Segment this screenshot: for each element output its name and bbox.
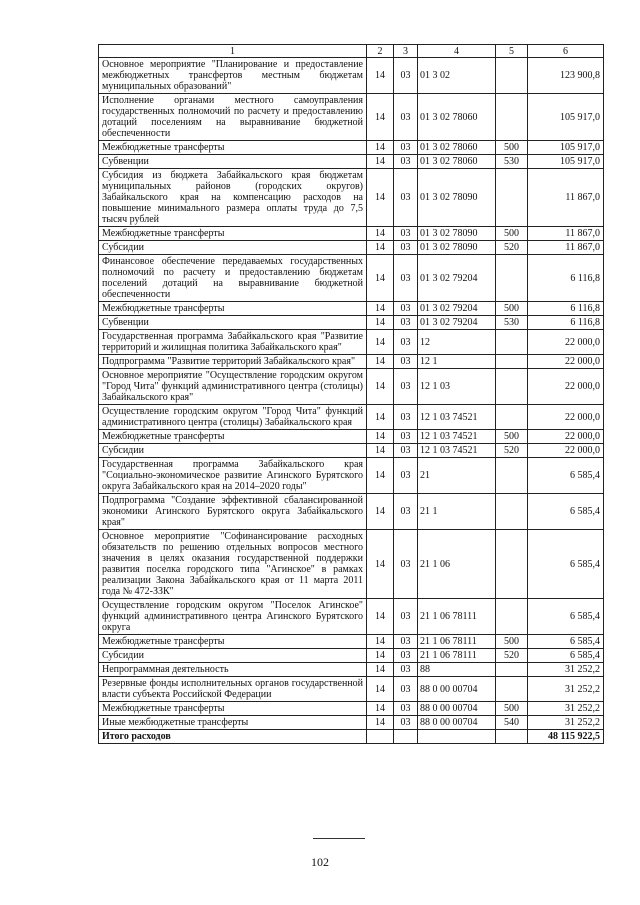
table-row [99, 663, 604, 677]
row-name-cell: Межбюджетные трансферты [99, 635, 367, 649]
row-subsection-cell: 03 [394, 316, 418, 330]
row-expense-type-cell: 520 [496, 649, 528, 663]
total-empty-cell [367, 730, 394, 744]
row-expense-type-cell: 520 [496, 241, 528, 255]
row-target-code-cell: 12 [418, 330, 496, 355]
row-name-cell: Субсидии [99, 241, 367, 255]
row-expense-type-cell: 540 [496, 716, 528, 730]
row-amount-cell: 6 585,4 [528, 599, 604, 635]
row-amount-cell: 6 116,8 [528, 316, 604, 330]
row-amount-cell: 31 252,2 [528, 716, 604, 730]
row-amount-cell: 6 585,4 [528, 635, 604, 649]
row-amount-cell: 105 917,0 [528, 141, 604, 155]
row-name-cell: Государственная программа Забайкальского края "Социально-экономическое развитие Агинского Бурятского округа Забайкальского края на 2014–2020 годы" [99, 458, 367, 494]
row-amount-cell: 6 585,4 [528, 530, 604, 599]
row-name-cell: Межбюджетные трансферты [99, 302, 367, 316]
row-section-cell: 14 [367, 227, 394, 241]
column-header-1: 1 [99, 45, 367, 58]
row-subsection-cell: 03 [394, 169, 418, 227]
row-subsection-cell: 03 [394, 430, 418, 444]
row-subsection-cell: 03 [394, 458, 418, 494]
table-row [99, 494, 604, 530]
row-amount-cell: 22 000,0 [528, 405, 604, 430]
row-target-code-cell: 21 [418, 458, 496, 494]
row-name-cell: Непрограммная деятельность [99, 663, 367, 677]
table-header-row [99, 45, 604, 58]
row-expense-type-cell [496, 405, 528, 430]
row-subsection-cell: 03 [394, 369, 418, 405]
row-amount-cell: 31 252,2 [528, 702, 604, 716]
row-target-code-cell: 21 1 06 [418, 530, 496, 599]
row-target-code-cell: 21 1 06 78111 [418, 649, 496, 663]
row-name-cell: Межбюджетные трансферты [99, 702, 367, 716]
row-amount-cell: 11 867,0 [528, 169, 604, 227]
row-target-code-cell: 88 0 00 00704 [418, 716, 496, 730]
row-expense-type-cell [496, 369, 528, 405]
row-section-cell: 14 [367, 405, 394, 430]
row-subsection-cell: 03 [394, 494, 418, 530]
row-section-cell: 14 [367, 58, 394, 94]
row-subsection-cell: 03 [394, 241, 418, 255]
row-target-code-cell: 12 1 03 74521 [418, 430, 496, 444]
row-name-cell: Финансовое обеспечение передаваемых государственных полномочий по расчету и предоставлению бюджетам поселений дотаций на выравнивание бюджетной обеспеченности [99, 255, 367, 302]
row-target-code-cell: 01 3 02 78090 [418, 241, 496, 255]
row-expense-type-cell: 500 [496, 227, 528, 241]
table-row [99, 227, 604, 241]
row-target-code-cell: 21 1 06 78111 [418, 635, 496, 649]
table-body [99, 58, 604, 744]
row-section-cell: 14 [367, 141, 394, 155]
row-target-code-cell: 21 1 06 78111 [418, 599, 496, 635]
row-name-cell: Субсидии [99, 649, 367, 663]
row-section-cell: 14 [367, 169, 394, 227]
table-row [99, 458, 604, 494]
row-target-code-cell: 01 3 02 78090 [418, 227, 496, 241]
row-amount-cell: 6 116,8 [528, 302, 604, 316]
row-amount-cell: 6 585,4 [528, 458, 604, 494]
row-subsection-cell: 03 [394, 302, 418, 316]
row-section-cell: 14 [367, 316, 394, 330]
row-subsection-cell: 03 [394, 444, 418, 458]
row-section-cell: 14 [367, 155, 394, 169]
row-name-cell: Основное мероприятие "Осуществление городским округом "Город Чита" функций административного центра (столицы) Забайкальского края" [99, 369, 367, 405]
row-name-cell: Резервные фонды исполнительных органов государственной власти субъекта Российской Федерации [99, 677, 367, 702]
table-row [99, 316, 604, 330]
row-target-code-cell: 12 1 03 [418, 369, 496, 405]
row-expense-type-cell [496, 458, 528, 494]
table-row [99, 58, 604, 94]
row-expense-type-cell: 530 [496, 316, 528, 330]
row-target-code-cell: 88 [418, 663, 496, 677]
table-row [99, 255, 604, 302]
row-amount-cell: 6 585,4 [528, 494, 604, 530]
row-expense-type-cell: 520 [496, 444, 528, 458]
row-name-cell: Осуществление городским округом "Город Чита" функций административного центра (столицы) Забайкальского края [99, 405, 367, 430]
total-value: 48 115 922,5 [528, 730, 604, 744]
row-amount-cell: 105 917,0 [528, 155, 604, 169]
row-section-cell: 14 [367, 530, 394, 599]
row-name-cell: Подпрограмма "Развитие территорий Забайкальского края" [99, 355, 367, 369]
row-name-cell: Субвенции [99, 155, 367, 169]
row-subsection-cell: 03 [394, 702, 418, 716]
row-name-cell: Субсидия из бюджета Забайкальского края бюджетам муниципальных районов (городских округов) Забайкальского края на компенсацию расходов на повышение минимального размера оплаты труда до 7,5 тысяч рублей [99, 169, 367, 227]
table-row [99, 355, 604, 369]
row-target-code-cell: 88 0 00 00704 [418, 702, 496, 716]
row-subsection-cell: 03 [394, 663, 418, 677]
table-row [99, 369, 604, 405]
row-expense-type-cell: 500 [496, 430, 528, 444]
row-section-cell: 14 [367, 355, 394, 369]
row-expense-type-cell [496, 255, 528, 302]
table-row [99, 141, 604, 155]
total-empty-cell [418, 730, 496, 744]
row-subsection-cell: 03 [394, 677, 418, 702]
total-label: Итого расходов [99, 730, 367, 744]
row-subsection-cell: 03 [394, 635, 418, 649]
row-amount-cell: 22 000,0 [528, 430, 604, 444]
row-amount-cell: 22 000,0 [528, 355, 604, 369]
row-target-code-cell: 01 3 02 79204 [418, 255, 496, 302]
row-section-cell: 14 [367, 430, 394, 444]
row-subsection-cell: 03 [394, 155, 418, 169]
row-amount-cell: 31 252,2 [528, 677, 604, 702]
row-expense-type-cell [496, 599, 528, 635]
table-row [99, 444, 604, 458]
table-row [99, 330, 604, 355]
row-expense-type-cell [496, 355, 528, 369]
row-expense-type-cell [496, 330, 528, 355]
table-total-row [99, 730, 604, 744]
row-section-cell: 14 [367, 241, 394, 255]
row-target-code-cell: 01 3 02 [418, 58, 496, 94]
row-target-code-cell: 88 0 00 00704 [418, 677, 496, 702]
row-amount-cell: 105 917,0 [528, 94, 604, 141]
row-name-cell: Осуществление городским округом "Поселок Агинское" функций административного центра Агинского Бурятского округа [99, 599, 367, 635]
row-target-code-cell: 01 3 02 78060 [418, 155, 496, 169]
table-row [99, 405, 604, 430]
row-subsection-cell: 03 [394, 716, 418, 730]
column-header-4: 4 [418, 45, 496, 58]
row-subsection-cell: 03 [394, 141, 418, 155]
row-section-cell: 14 [367, 635, 394, 649]
row-expense-type-cell [496, 94, 528, 141]
row-subsection-cell: 03 [394, 58, 418, 94]
row-section-cell: 14 [367, 369, 394, 405]
row-section-cell: 14 [367, 677, 394, 702]
row-target-code-cell: 01 3 02 78060 [418, 141, 496, 155]
row-section-cell: 14 [367, 649, 394, 663]
row-name-cell: Межбюджетные трансферты [99, 227, 367, 241]
table-row [99, 169, 604, 227]
row-subsection-cell: 03 [394, 599, 418, 635]
row-amount-cell: 123 900,8 [528, 58, 604, 94]
row-expense-type-cell: 500 [496, 635, 528, 649]
column-header-5: 5 [496, 45, 528, 58]
row-target-code-cell: 12 1 [418, 355, 496, 369]
row-section-cell: 14 [367, 458, 394, 494]
row-target-code-cell: 01 3 02 79204 [418, 302, 496, 316]
row-section-cell: 14 [367, 94, 394, 141]
row-target-code-cell: 12 1 03 74521 [418, 444, 496, 458]
row-amount-cell: 6 585,4 [528, 649, 604, 663]
row-subsection-cell: 03 [394, 355, 418, 369]
row-subsection-cell: 03 [394, 405, 418, 430]
row-section-cell: 14 [367, 599, 394, 635]
row-name-cell: Субвенции [99, 316, 367, 330]
row-name-cell: Основное мероприятие "Софинансирование расходных обязательств по решению отдельных вопросов местного значения в целях оказания государственной поддержки развития поселка городского типа "Агинское" в рамках реализации Закона Забайкальского края от 11 марта 2011 года № 472-ЗЗК" [99, 530, 367, 599]
row-amount-cell: 22 000,0 [528, 444, 604, 458]
page-number: 102 [311, 855, 329, 869]
row-subsection-cell: 03 [394, 255, 418, 302]
footer-divider [313, 838, 365, 839]
row-subsection-cell: 03 [394, 649, 418, 663]
row-target-code-cell: 01 3 02 78090 [418, 169, 496, 227]
row-name-cell: Исполнение органами местного самоуправления государственных полномочий по расчету и предоставлению дотаций поселениям на выравнивание бюджетной обеспеченности [99, 94, 367, 141]
row-expense-type-cell: 530 [496, 155, 528, 169]
row-expense-type-cell [496, 663, 528, 677]
row-expense-type-cell [496, 169, 528, 227]
row-section-cell: 14 [367, 716, 394, 730]
table-row [99, 155, 604, 169]
row-amount-cell: 11 867,0 [528, 227, 604, 241]
row-target-code-cell: 12 1 03 74521 [418, 405, 496, 430]
row-expense-type-cell [496, 494, 528, 530]
total-empty-cell [496, 730, 528, 744]
row-name-cell: Основное мероприятие "Планирование и предоставление межбюджетных трансфертов местным бюджетам муниципальных образований" [99, 58, 367, 94]
table-row [99, 430, 604, 444]
row-name-cell: Подпрограмма "Создание эффективной сбалансированной экономики Агинского Бурятского округа Забайкальского края" [99, 494, 367, 530]
row-expense-type-cell: 500 [496, 702, 528, 716]
row-subsection-cell: 03 [394, 530, 418, 599]
total-empty-cell [394, 730, 418, 744]
table-row [99, 599, 604, 635]
table-row [99, 702, 604, 716]
expenditure-table [98, 44, 604, 744]
row-amount-cell: 22 000,0 [528, 369, 604, 405]
table-row [99, 677, 604, 702]
row-name-cell: Субсидии [99, 444, 367, 458]
row-section-cell: 14 [367, 702, 394, 716]
row-amount-cell: 22 000,0 [528, 330, 604, 355]
table-row [99, 241, 604, 255]
row-target-code-cell: 01 3 02 78060 [418, 94, 496, 141]
table-row [99, 530, 604, 599]
table-row [99, 716, 604, 730]
row-subsection-cell: 03 [394, 330, 418, 355]
row-subsection-cell: 03 [394, 227, 418, 241]
row-expense-type-cell: 500 [496, 141, 528, 155]
row-subsection-cell: 03 [394, 94, 418, 141]
row-section-cell: 14 [367, 663, 394, 677]
row-section-cell: 14 [367, 302, 394, 316]
row-expense-type-cell [496, 677, 528, 702]
table-row [99, 635, 604, 649]
row-section-cell: 14 [367, 330, 394, 355]
row-name-cell: Государственная программа Забайкальского края "Развитие территорий и жилищная политика Забайкальского края" [99, 330, 367, 355]
row-expense-type-cell [496, 58, 528, 94]
row-name-cell: Межбюджетные трансферты [99, 430, 367, 444]
row-expense-type-cell [496, 530, 528, 599]
column-header-6: 6 [528, 45, 604, 58]
row-section-cell: 14 [367, 444, 394, 458]
row-target-code-cell: 21 1 [418, 494, 496, 530]
table-row [99, 649, 604, 663]
column-header-2: 2 [367, 45, 394, 58]
row-amount-cell: 11 867,0 [528, 241, 604, 255]
table-row [99, 94, 604, 141]
column-header-3: 3 [394, 45, 418, 58]
row-amount-cell: 6 116,8 [528, 255, 604, 302]
row-amount-cell: 31 252,2 [528, 663, 604, 677]
row-section-cell: 14 [367, 494, 394, 530]
table-row [99, 302, 604, 316]
row-target-code-cell: 01 3 02 79204 [418, 316, 496, 330]
row-section-cell: 14 [367, 255, 394, 302]
row-name-cell: Межбюджетные трансферты [99, 141, 367, 155]
row-expense-type-cell: 500 [496, 302, 528, 316]
row-name-cell: Иные межбюджетные трансферты [99, 716, 367, 730]
